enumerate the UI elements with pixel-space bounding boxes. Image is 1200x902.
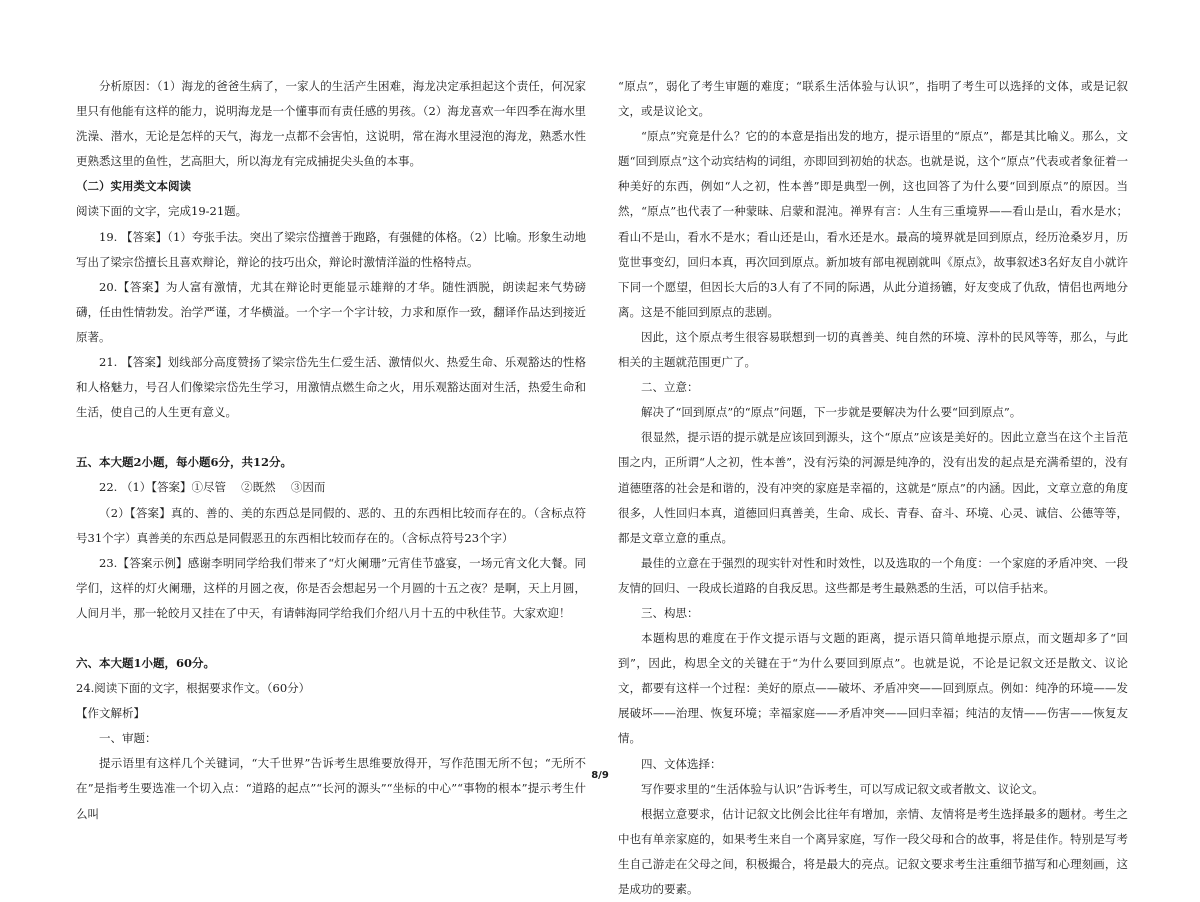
origin-meaning-paragraph: “原点”究竟是什么？它的的本意是指出发的地方，提示语里的“原点”，都是其比喻义。那么，文题“回到原点”这个动宾结构的词组，亦即回到初始的状态。也就是说，这个“原点”代表或者象征着一种美好的东西，例如“人之初，性本善”即是典型一例，这也回答了为什么要“回到原点”的原因。当然，“原点”也代表了一种蒙昧、启蒙和混沌。禅界有言：人生有三重境界——看山是山，看水是水；看山不是山，看水不是水；看山还是山，看水还是水。最高的境界就是回到原点，经历沧桑岁月，历览世事变幻，回归本真，再次回到原点。新加坡有部电视剧就叫《原点》，故事叙述3名好友自小就许下同一个愿望，但因长大后的3人有了不同的际遇，从此分道扬镳，好友变成了仇敌，情侣也两地分离。这是不能回到原点的悲剧。 bbox=[618, 129, 1128, 319]
subheading-genre: 四、文体选择： bbox=[641, 756, 722, 771]
answer-21: 21. 【答案】划线部分高度赞扬了梁宗岱先生仁爱生活、激情似火、热爱生命、乐观豁达的性格和人格魅力，号召人们像梁宗岱先生学习，用激情点燃生命之火，用乐观豁达面对生活，热爱生命和生活，使自己的人生更有意义。 bbox=[76, 355, 586, 420]
section-heading-five: 五、本大题2小题，每小题6分，共12分。 bbox=[76, 455, 293, 470]
subheading-structure: 三、构思： bbox=[641, 605, 699, 620]
section-heading-six: 六、本大题1小题，60分。 bbox=[76, 655, 216, 670]
answer-19: 19. 【答案】（1）夸张手法。突出了梁宗岱擅善于跑路，有强健的体格。（2）比喻。形象生动地写出了梁宗岱擅长且喜欢辩论，辩论的技巧出众，辩论时激情洋溢的性格特点。 bbox=[76, 229, 586, 269]
page-number: 8/9 bbox=[591, 770, 609, 781]
answer-22-1: 22. （1）【答案】①尽管 ②既然 ③因而 bbox=[99, 480, 326, 495]
intent-paragraph: 很显然，提示语的提示就是应该回到源头，这个“原点”应该是美好的。因此立意当在这个主旨范围之内，正所谓“人之初，性本善”，没有污染的河源是纯净的，没有出发的起点是充满希望的，没有道德堕落的社会是和谐的，没有冲突的家庭是幸福的，这就是“原点”的内涵。因此，文章立意的角度很多，人性回归本真，道德回归真善美，生命、成长、青春、奋斗、环境、心灵、诚信、公德等等，都是文章立意的重点。 bbox=[618, 430, 1128, 545]
topic-review-continued: “原点”，弱化了考生审题的难度；“联系生活体验与认识”，指明了考生可以选择的文体，或是记叙文，或是议论文。 bbox=[618, 79, 1128, 119]
genre-paragraph: 根据立意要求，估计记叙文比例会比往年有增加，亲情、友情将是考生选择最多的题材。考生之中也有单亲家庭的，如果考生来自一个离异家庭，写作一段父母和合的故事，将是佳作。特别是写考生自己游走在父母之间，积极撮合，将是最大的亮点。记叙文要求考生注重细节描写和心理刻画，这是成功的要素。 bbox=[618, 806, 1128, 896]
section-heading-practical-reading: （二）实用类文本阅读 bbox=[76, 179, 191, 194]
structure-paragraph: 本题构思的难度在于作文提示语与文题的距离，提示语只简单地提示原点，而文题却多了“回到”，因此，构思全文的关键在于“为什么要回到原点”。也就是说，不论是记叙文还是散文、议论文，都要有这样一个过程：美好的原点——破坏、矛盾冲突——回到原点。例如：纯净的环境——发展破坏——治理、恢复环境；幸福家庭——矛盾冲突——回归幸福；纯洁的友情——伤害——恢复友情。 bbox=[618, 631, 1128, 746]
subheading-topic-review: 一、审题： bbox=[99, 731, 157, 746]
theme-scope-paragraph: 因此，这个原点考生很容易联想到一切的真善美、纯自然的环境、淳朴的民风等等，那么，与此相关的主题就范围更广了。 bbox=[618, 329, 1128, 370]
spacer bbox=[76, 425, 586, 450]
answer-20: 20.【答案】为人富有激情，尤其在辩论时更能显示雄辩的才华。随性洒脱，朗读起来气势磅礴，任由性情勃发。治学严谨，才华横溢。一个字一个字计较，力求和原作一致，翻译作品达到接近原著。 bbox=[76, 279, 586, 344]
topic-review-paragraph: 提示语里有这样几个关键词，“大千世界”告诉考生思维要放得开，写作范围无所不包；“无所不在”是指考生要选准一个切入点：“道路的起点”“长河的源头”“坐标的中心”“事物的根本”提示考生什么叫 bbox=[76, 756, 586, 821]
genre-intro: 写作要求里的“生活体验与认识”告诉考生，可以写成记叙文或者散文、议论文。 bbox=[641, 781, 1044, 796]
analysis-paragraph: 分析原因：（1）海龙的爸爸生病了，一家人的生活产生困难，海龙决定承担起这个责任，何况家里只有他能有这样的能力，说明海龙是一个懂事而有责任感的男孩。（2）海龙喜欢一年四季在海水里洗澡、潜水，无论是怎样的天气，海龙一点都不会害怕，这说明，常在海水里浸泡的海龙，熟悉水性更熟悉这里的鱼性，艺高胆大，所以海龙有完成捕捉尖头鱼的本事。 bbox=[76, 79, 586, 169]
essay-analysis-label: 【作文解析】 bbox=[76, 706, 145, 721]
answer-23: 23.【答案示例】感谢李明同学给我们带来了“灯火阑珊”元宵佳节盛宴，一场元宵文化大餐。同学们，这样的灯火阑珊，这样的月圆之夜，你是否会想起另一个月圆的十五之夜？是啊，天上月圆，人间月半，那一轮皎月又挂在了中天，有请韩海同学给我们介绍八月十五的中秋佳节。大家欢迎！ bbox=[76, 555, 586, 620]
intent-intro: 解决了“回到原点”的“原点”问题，下一步就是要解决为什么要“回到原点”。 bbox=[641, 405, 1022, 420]
best-intent-paragraph: 最佳的立意在于强烈的现实针对性和时效性，以及选取的一个角度：一个家庭的矛盾冲突、一段友情的回归、一段成长道路的自我反思。这些都是考生最熟悉的生活，可以信手拈来。 bbox=[618, 555, 1128, 595]
spacer bbox=[76, 626, 586, 651]
answer-22-2: （2）【答案】真的、善的、美的东西总是同假的、恶的、丑的东西相比较而存在的。（含标点符号31个字）真善美的东西总是同假恶丑的东西相比较而存在的。（含标点符号23个字） bbox=[76, 505, 586, 545]
question-24: 24.阅读下面的文字，根据要求作文。（60分） bbox=[76, 681, 311, 696]
subheading-intent: 二、立意： bbox=[641, 380, 699, 395]
reading-instruction: 阅读下面的文字，完成19-21题。 bbox=[76, 204, 248, 219]
left-column bbox=[76, 74, 586, 827]
